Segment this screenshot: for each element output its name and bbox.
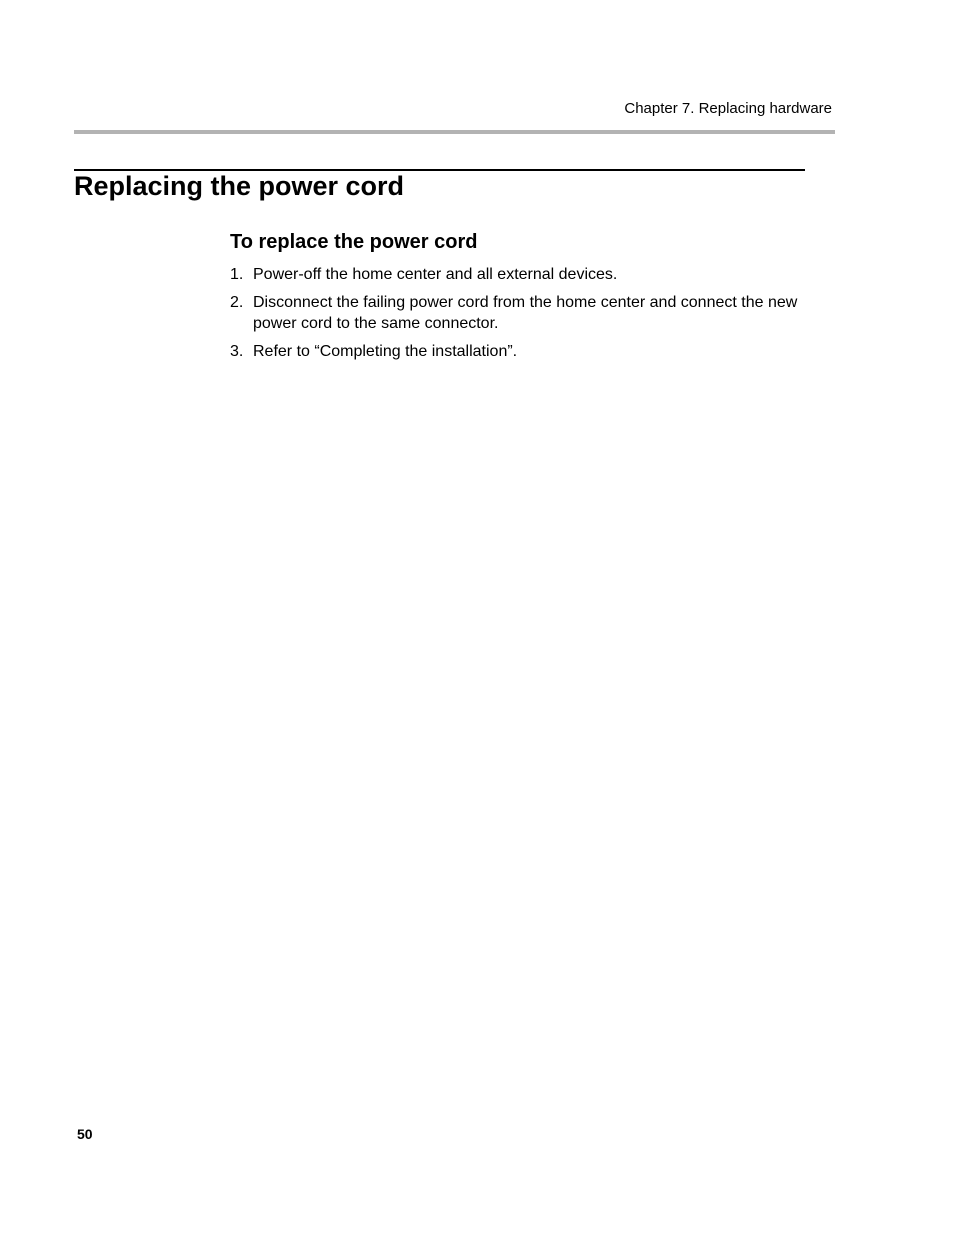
running-header: Chapter 7. Replacing hardware [624, 100, 832, 117]
steps-list [230, 264, 840, 362]
page-number: 50 [77, 1126, 93, 1142]
list-item [230, 341, 840, 362]
step-text: Refer to “Completing the installation”. [253, 343, 518, 360]
step-number: 3. [230, 343, 244, 360]
section-heading: To replace the power cord [230, 231, 478, 253]
list-item [230, 292, 840, 334]
step-number: 2. [230, 294, 244, 311]
procedure-section [230, 229, 840, 369]
step-text: Power-off the home center and all external devices. [253, 266, 618, 283]
page-title: Replacing the power cord [74, 171, 405, 201]
list-item [230, 264, 840, 285]
step-text: Disconnect the failing power cord from the home center and connect the new power cord to the same connector. [253, 294, 798, 332]
header-rule [74, 130, 835, 134]
step-number: 1. [230, 266, 244, 283]
